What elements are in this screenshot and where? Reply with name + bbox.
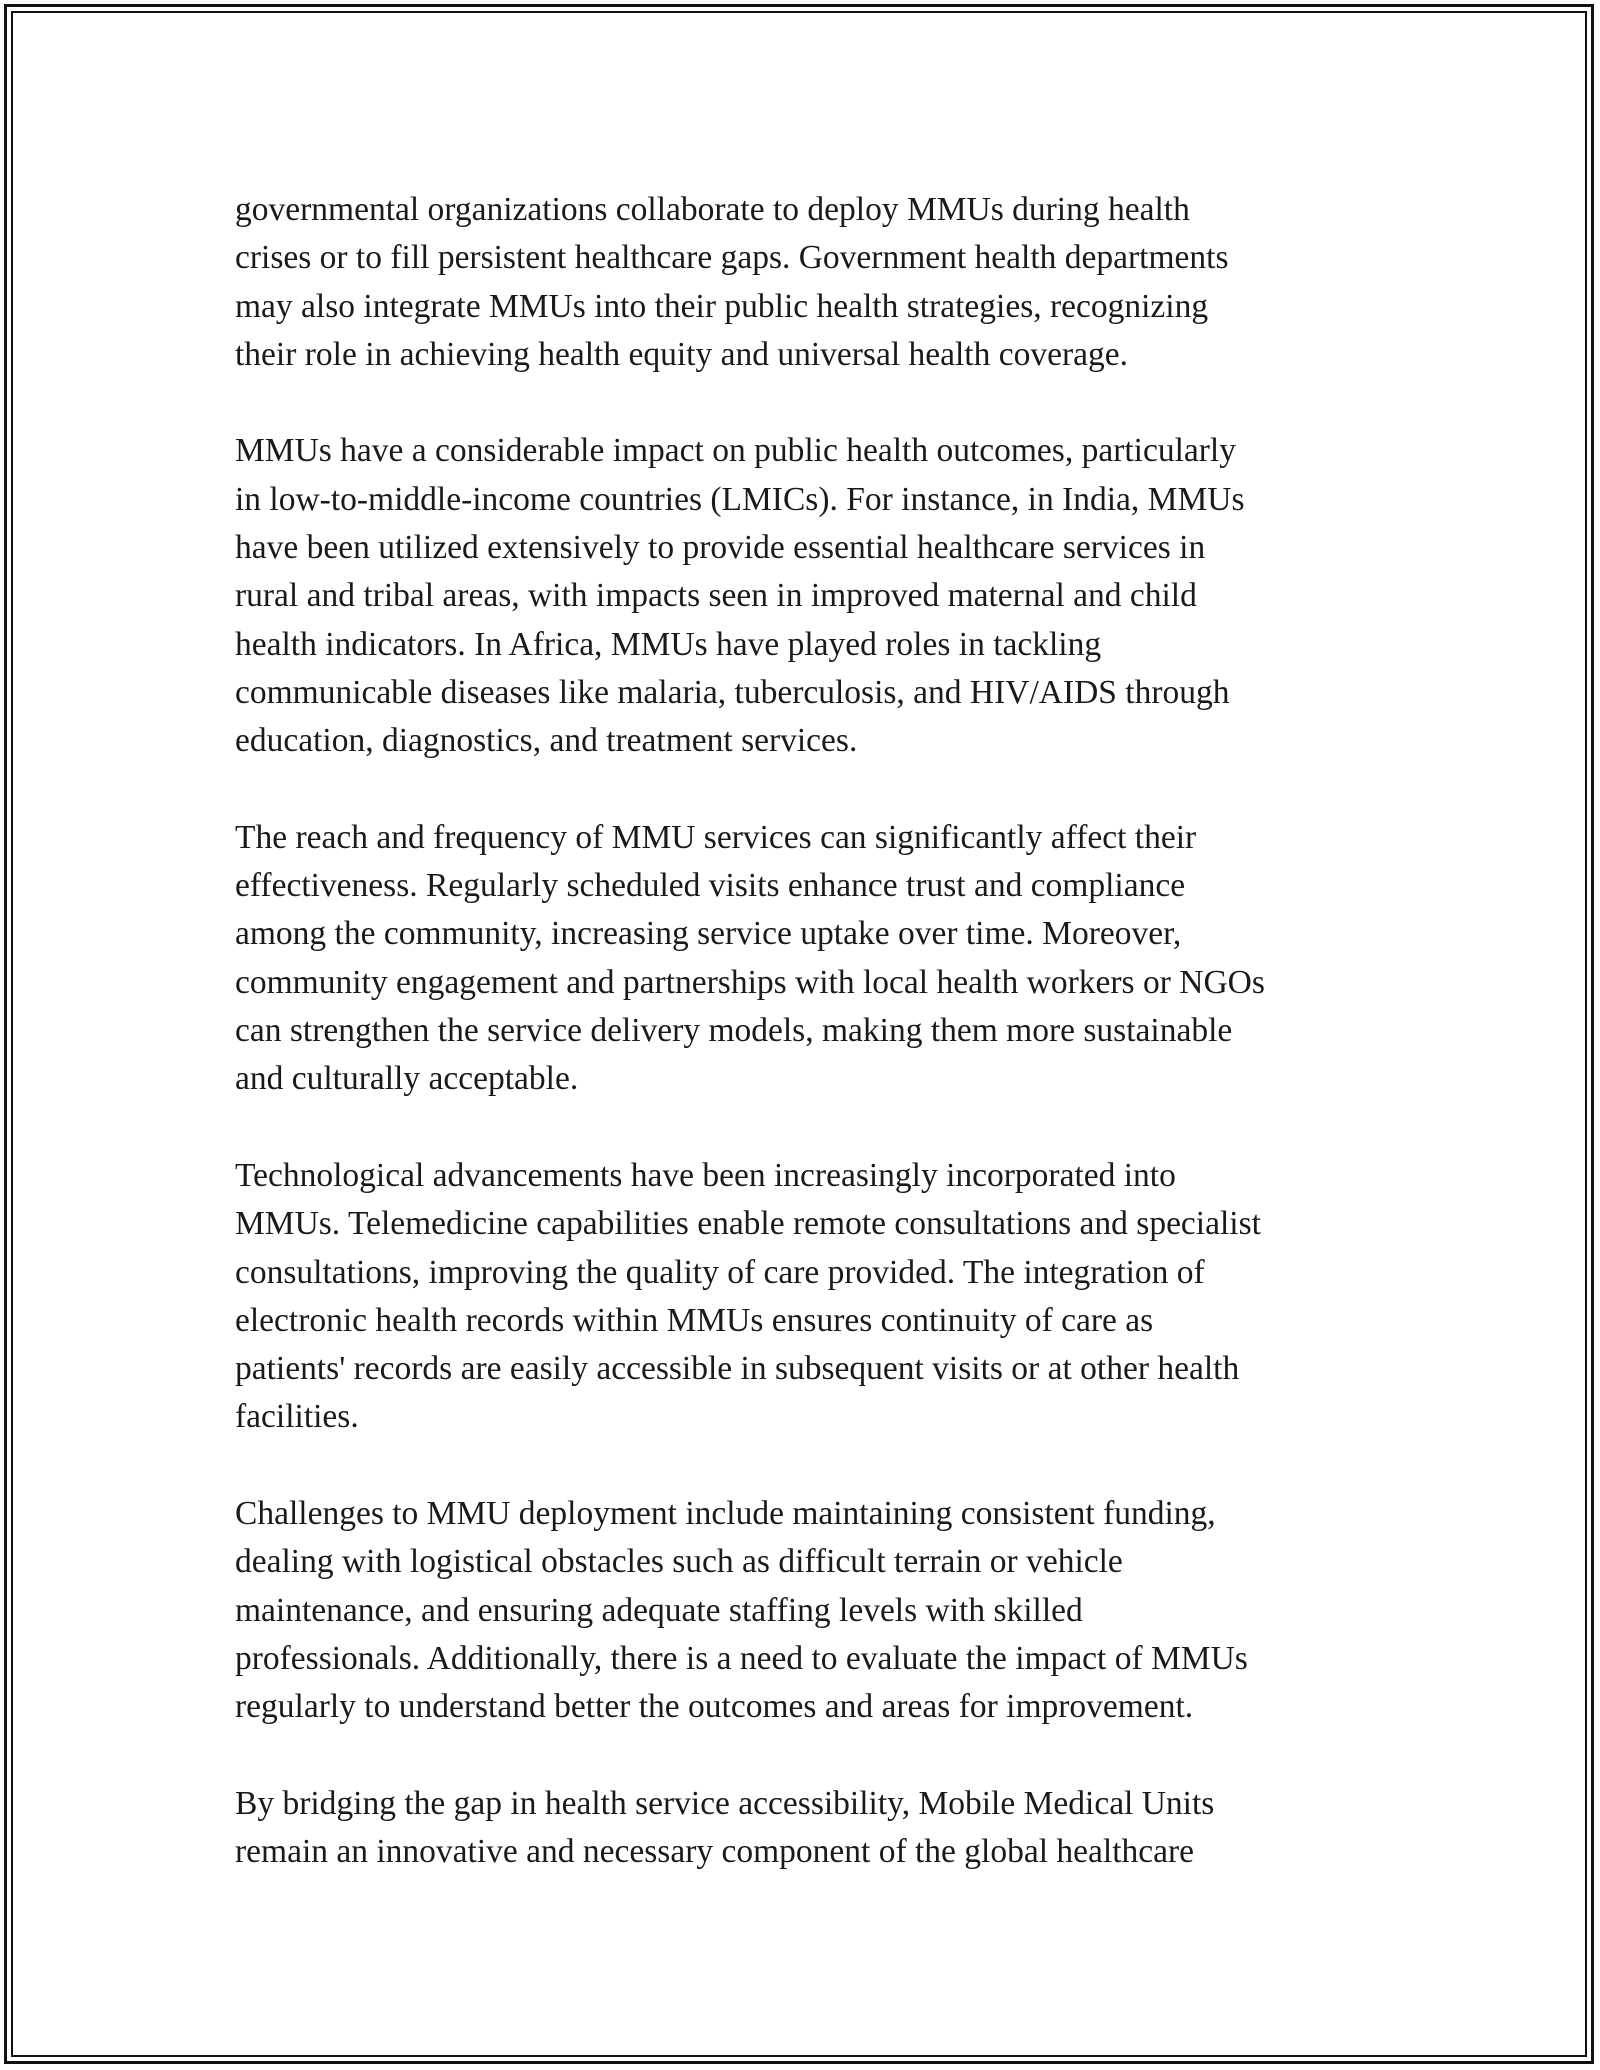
text-line: patients' records are easily accessible in subsequent visits or at other health xyxy=(235,1350,1240,1388)
text-line: health indicators. In Africa, MMUs have played roles in tackling xyxy=(235,625,1102,663)
text-line: and culturally acceptable. xyxy=(235,1060,579,1098)
text-line: can strengthen the service delivery models, making them more sustainable xyxy=(235,1012,1233,1050)
text-line: among the community, increasing service uptake over time. Moreover, xyxy=(235,915,1182,953)
text-line: professionals. Additionally, there is a need to evaluate the impact of MMUs xyxy=(235,1639,1248,1677)
text-line: communicable diseases like malaria, tuberculosis, and HIV/AIDS through xyxy=(235,673,1230,711)
text-line: facilities. xyxy=(235,1398,359,1436)
paragraph-impact xyxy=(235,427,1385,765)
text-line: regularly to understand better the outcomes and areas for improvement. xyxy=(235,1688,1194,1726)
text-line: MMUs. Telemedicine capabilities enable remote consultations and specialist xyxy=(235,1205,1261,1243)
paragraph-challenges xyxy=(235,1490,1385,1731)
text-line: consultations, improving the quality of care provided. The integration of xyxy=(235,1253,1205,1291)
text-line: in low-to-middle-income countries (LMICs). For instance, in India, MMUs xyxy=(235,480,1245,518)
text-line: crises or to fill persistent healthcare gaps. Government health departments xyxy=(235,239,1229,277)
paragraph-conclusion xyxy=(235,1780,1385,1877)
text-line: effectiveness. Regularly scheduled visits enhance trust and compliance xyxy=(235,867,1186,905)
text-line: maintenance, and ensuring adequate staffing levels with skilled xyxy=(235,1591,1083,1629)
text-line: electronic health records within MMUs ensures continuity of care as xyxy=(235,1301,1154,1339)
text-line: have been utilized extensively to provide essential healthcare services in xyxy=(235,529,1206,567)
paragraph-governance xyxy=(235,186,1385,379)
text-line: dealing with logistical obstacles such as difficult terrain or vehicle xyxy=(235,1543,1123,1581)
text-line: By bridging the gap in health service accessibility, Mobile Medical Units xyxy=(235,1784,1215,1822)
text-line: Challenges to MMU deployment include maintaining consistent funding, xyxy=(235,1495,1216,1533)
text-line: community engagement and partnerships with local health workers or NGOs xyxy=(235,963,1265,1001)
paragraph-reach-frequency xyxy=(235,814,1385,1104)
text-line: remain an innovative and necessary component of the global healthcare xyxy=(235,1833,1195,1871)
text-line: governmental organizations collaborate to deploy MMUs during health xyxy=(235,191,1190,228)
paragraph-technology xyxy=(235,1152,1385,1442)
text-line: education, diagnostics, and treatment services. xyxy=(235,722,858,760)
text-line: may also integrate MMUs into their public health strategies, recognizing xyxy=(235,287,1209,325)
text-line: rural and tribal areas, with impacts seen in improved maternal and child xyxy=(235,577,1197,615)
text-line: Technological advancements have been increasingly incorporated into xyxy=(235,1156,1176,1194)
text-line: MMUs have a considerable impact on public health outcomes, particularly xyxy=(235,432,1236,470)
text-line: The reach and frequency of MMU services can significantly affect their xyxy=(235,818,1197,856)
document-body xyxy=(235,186,1385,1876)
text-line: their role in achieving health equity and universal health coverage. xyxy=(235,335,1128,373)
